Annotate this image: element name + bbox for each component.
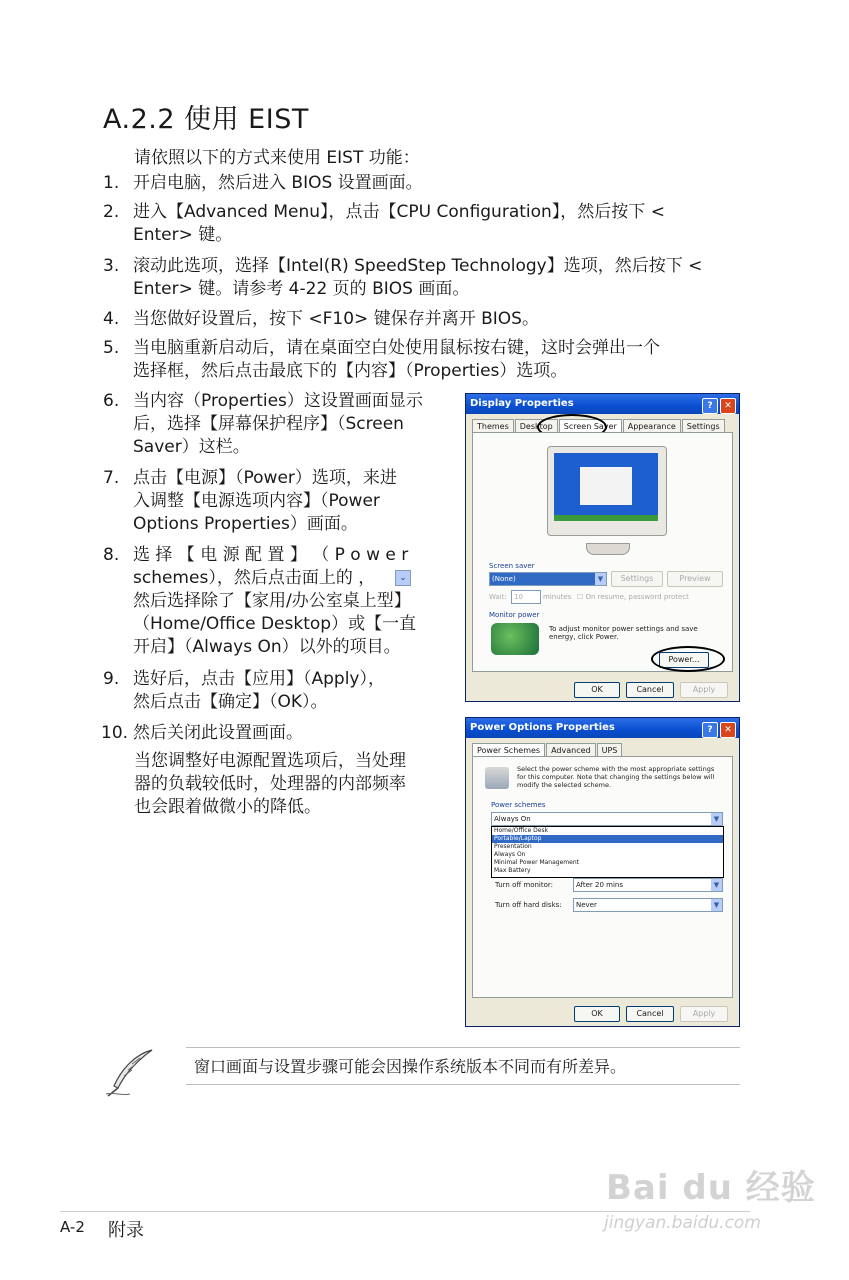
power-panel	[472, 756, 733, 998]
display-title-bar: Display Properties ? ✕	[466, 394, 739, 414]
display-properties-window	[465, 393, 740, 702]
turn-off-disks-label: Turn off hard disks:	[495, 901, 562, 909]
chevron-down-icon: ▼	[711, 899, 722, 911]
screen-saver-label: Screen saver	[489, 562, 535, 570]
help-button[interactable]: ?	[702, 398, 718, 414]
list-item[interactable]: Always On	[494, 851, 526, 858]
note-feather-icon	[100, 1046, 160, 1100]
tab-advanced[interactable]: Advanced	[546, 743, 596, 757]
turn-off-monitor-select[interactable]: After 20 mins ▼	[573, 878, 723, 892]
screen-saver-select[interactable]: (None) ▼	[489, 572, 607, 586]
ok-button[interactable]: OK	[574, 1006, 620, 1022]
footer-label: 附录	[108, 1220, 144, 1241]
intro-text: 请依照以下的方式来使用 EIST 功能：	[134, 148, 420, 168]
display-panel	[472, 432, 733, 672]
turn-off-disks-select[interactable]: Never ▼	[573, 898, 723, 912]
resume-checkbox[interactable]: ☐ On resume, password protect	[577, 593, 689, 601]
tab-settings[interactable]: Settings	[682, 419, 725, 433]
close-button[interactable]: ✕	[720, 722, 736, 738]
note-text: 窗口画面与设置步骤可能会因操作系统版本不同而有所差异。	[194, 1057, 627, 1076]
footer-rule	[60, 1211, 750, 1212]
apply-button[interactable]: Apply	[680, 682, 728, 698]
wait-label: Wait:	[489, 593, 507, 601]
settings-button[interactable]: Settings	[611, 571, 663, 587]
power-button[interactable]: Power...	[659, 652, 709, 668]
turn-off-monitor-label: Turn off monitor:	[495, 881, 554, 889]
monitor-power-label: Monitor power	[489, 611, 540, 619]
tab-appearance[interactable]: Appearance	[623, 419, 681, 433]
energy-star-icon	[491, 623, 539, 655]
chevron-down-icon: ▼	[595, 573, 606, 585]
list-item-selected[interactable]: Portable/Laptop	[492, 835, 723, 843]
closing-paragraph: 当您调整好电源配置选项后，当处理 器的负载较低时，处理器的内部频率 也会跟着做微小的降低。	[134, 751, 406, 817]
power-scheme-list	[491, 826, 724, 878]
chevron-down-icon: ▼	[711, 813, 722, 825]
tab-ups[interactable]: UPS	[597, 743, 623, 757]
tab-themes[interactable]: Themes	[472, 419, 514, 433]
power-options-window	[465, 717, 740, 1027]
power-scheme-select[interactable]: Always On ▼	[491, 812, 723, 826]
cancel-button[interactable]: Cancel	[626, 682, 674, 698]
tab-screen-saver[interactable]: Screen Saver	[559, 419, 622, 433]
tab-desktop[interactable]: Desktop	[515, 419, 558, 433]
section-title: A.2.2 使用 EIST	[103, 104, 309, 135]
power-title-bar: Power Options Properties ? ✕	[466, 718, 739, 738]
list-item[interactable]: Presentation	[494, 843, 532, 850]
page-number: A-2	[60, 1218, 85, 1236]
list-item[interactable]: Minimal Power Management	[494, 859, 579, 866]
monitor-icon	[547, 446, 667, 536]
note-top-rule	[186, 1047, 740, 1048]
power-scheme-icon	[485, 767, 509, 789]
chevron-down-icon: ⌄	[395, 570, 411, 586]
cancel-button[interactable]: Cancel	[626, 1006, 674, 1022]
power-tabs	[472, 743, 623, 757]
baidu-watermark-logo: Bai du 经验	[606, 1168, 816, 1208]
note-bottom-rule	[186, 1084, 740, 1085]
help-button[interactable]: ?	[702, 722, 718, 738]
preview-button[interactable]: Preview	[667, 571, 723, 587]
close-button[interactable]: ✕	[720, 398, 736, 414]
power-description: Select the power scheme with the most appropriate settings for this computer. Note that changing the settings below will modify the selected scheme.	[517, 765, 715, 789]
chevron-down-icon: ▼	[711, 879, 722, 891]
power-schemes-label: Power schemes	[491, 801, 546, 809]
list-item[interactable]: Max Battery	[494, 867, 531, 874]
list-item[interactable]: Home/Office Desk	[494, 827, 549, 834]
wait-input[interactable]: 10	[511, 590, 541, 604]
energy-text: To adjust monitor power settings and save energy, click Power.	[549, 625, 698, 641]
power-highlight	[651, 646, 725, 672]
minutes-label: minutes	[543, 593, 572, 601]
apply-button[interactable]: Apply	[680, 1006, 728, 1022]
ok-button[interactable]: OK	[574, 682, 620, 698]
tab-power-schemes[interactable]: Power Schemes	[472, 743, 545, 757]
baidu-watermark-url: jingyan.baidu.com	[604, 1213, 761, 1233]
